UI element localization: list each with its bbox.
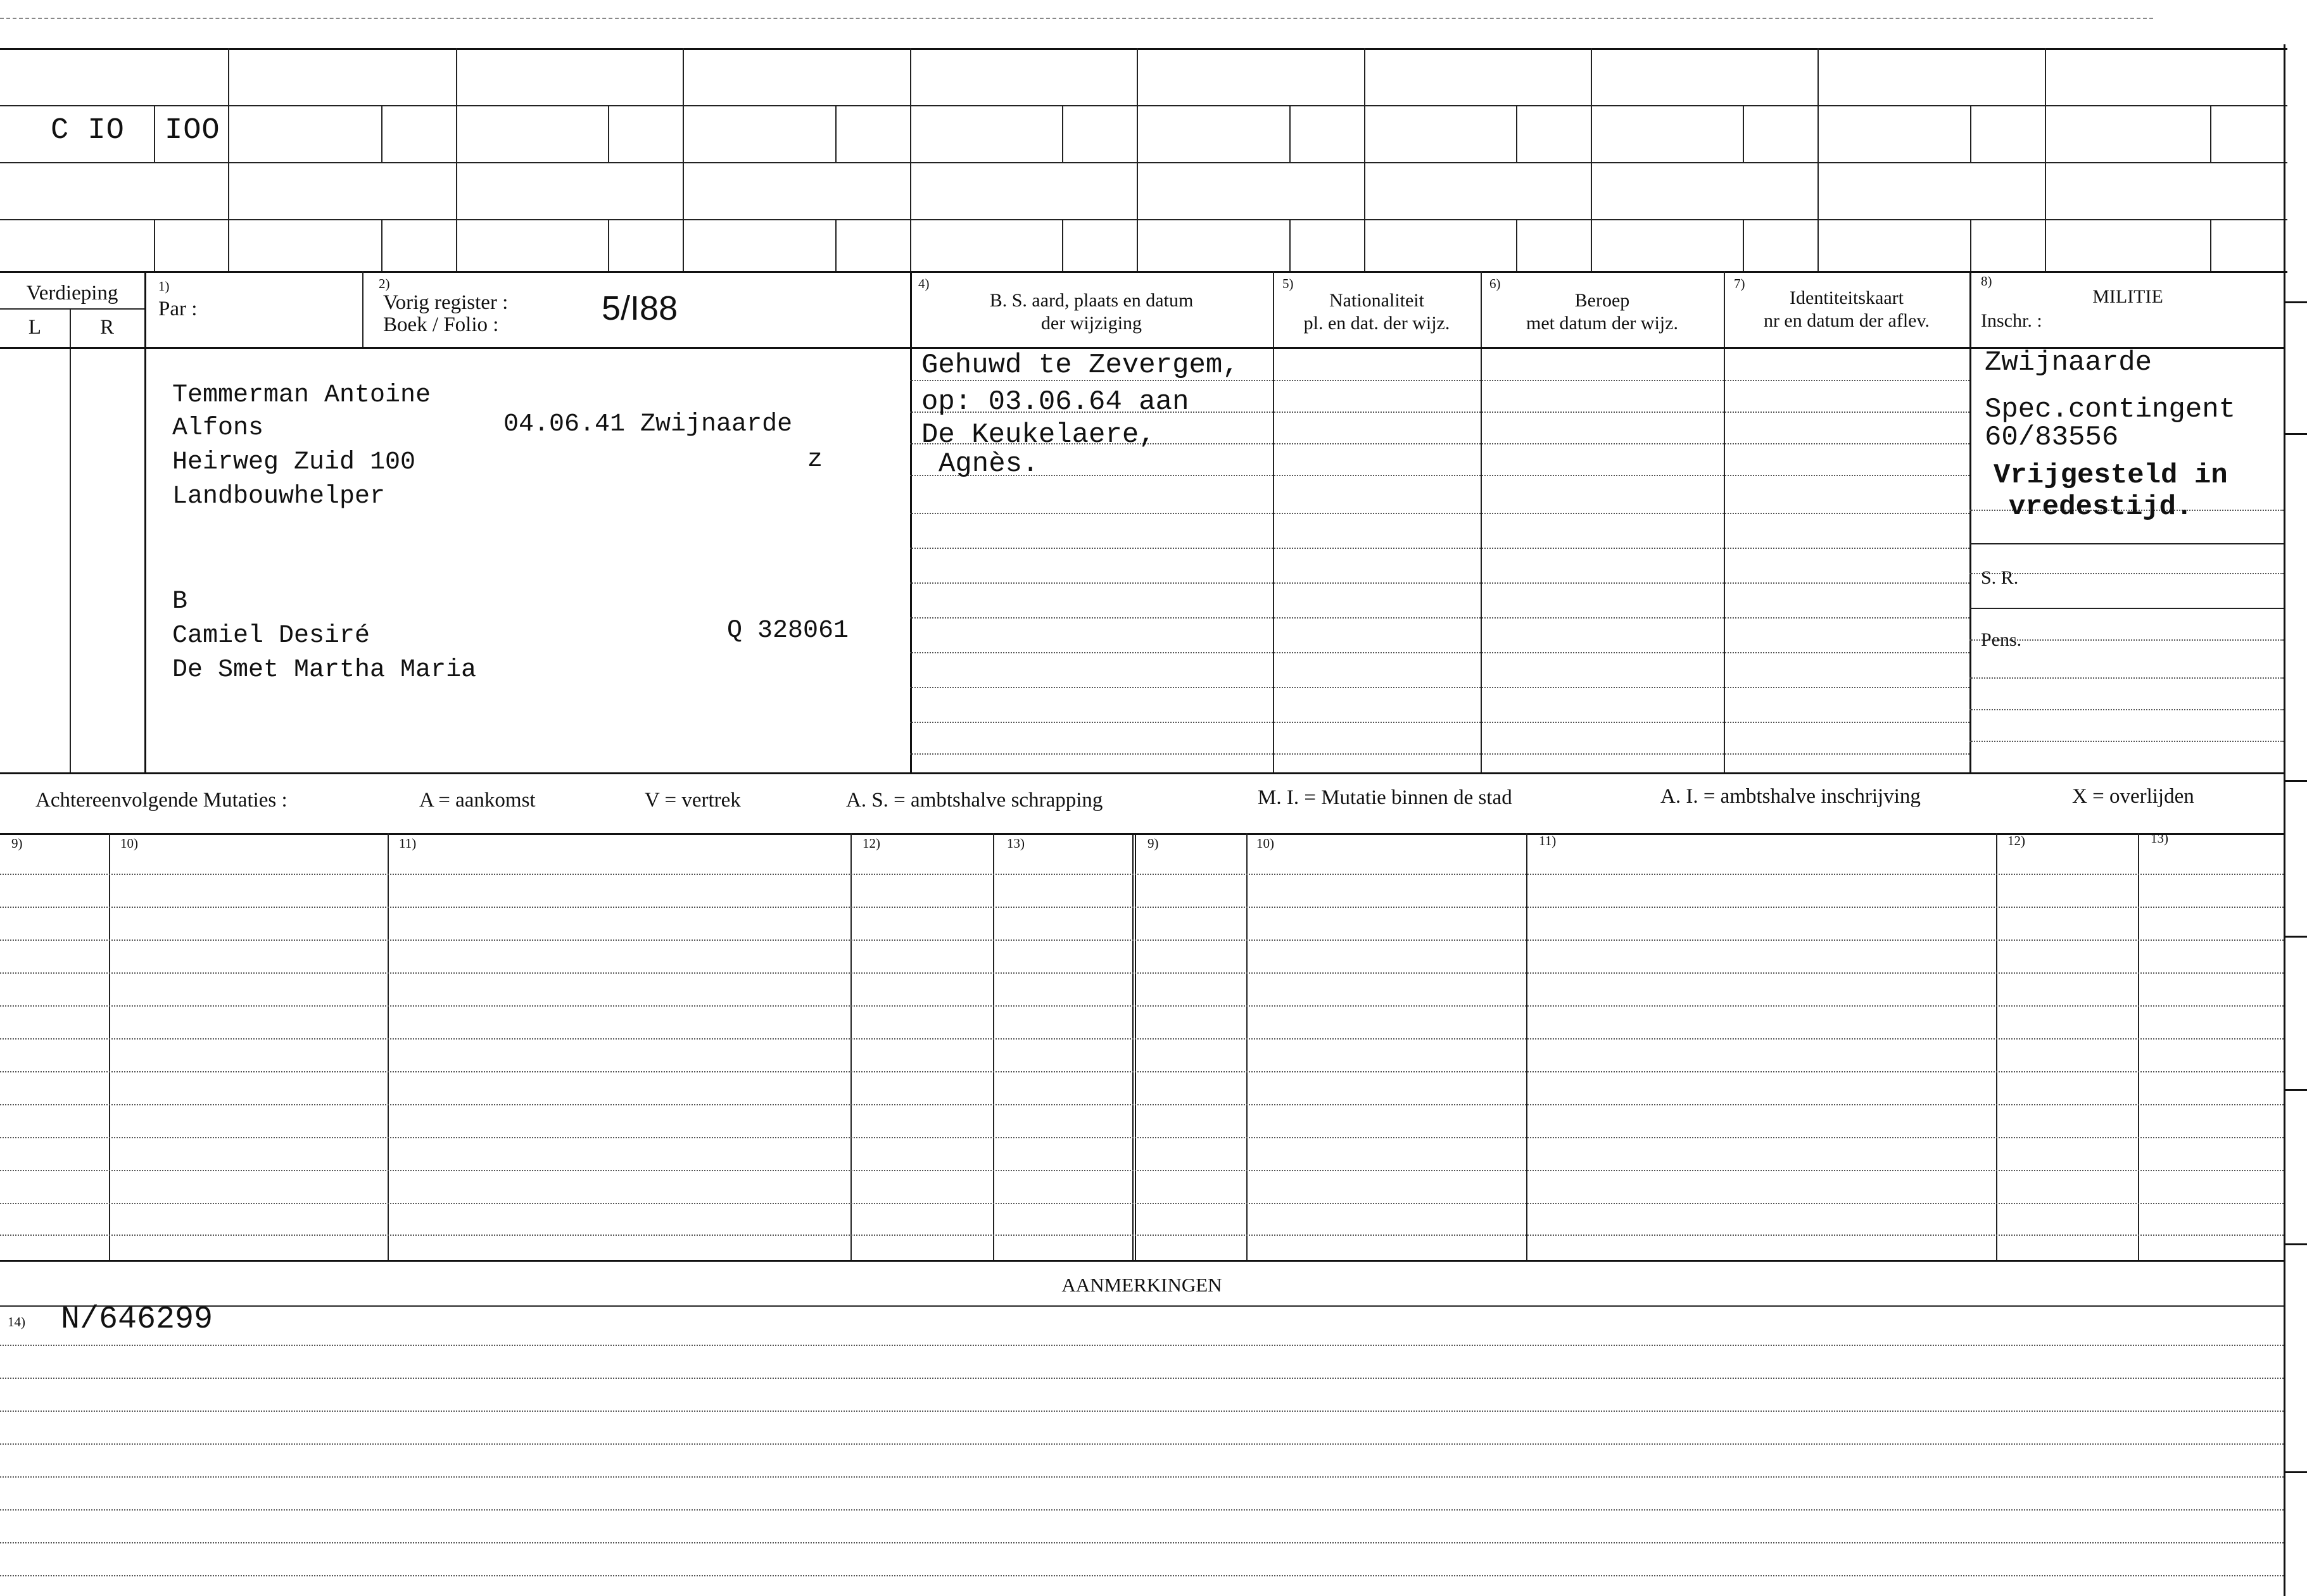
vorig-register-label: Vorig register :: [383, 291, 509, 314]
militie-number: 8): [1981, 273, 1992, 289]
legend-x: X = overlijden: [2072, 785, 2194, 808]
father-name: Camiel Desiré: [172, 622, 370, 650]
legend-a: A = aankomst: [419, 789, 536, 812]
id-number: 7): [1734, 276, 1745, 291]
col-12-right: 12): [2007, 833, 2025, 848]
militia-sr: S. R.: [1981, 567, 2019, 588]
col-9-right: 9): [1147, 836, 1159, 851]
beroep-number: 6): [1489, 276, 1501, 291]
militia-inschr-value: Zwijnaarde: [1985, 347, 2152, 379]
relation-letter: B: [172, 588, 188, 616]
birth-date-place: 04.06.41 Zwijnaarde: [503, 410, 793, 439]
par-number: 1): [158, 279, 170, 294]
vorig-number: 2): [379, 276, 390, 291]
person-given-name: Alfons: [172, 414, 264, 443]
left-label: L: [28, 316, 42, 339]
register-number: IOO: [165, 114, 220, 148]
militia-number: 60/83556: [1985, 422, 2119, 453]
civil-status-line-2: op: 03.06.64 aan: [921, 386, 1189, 418]
inschr-label: Inschr. :: [1981, 310, 2042, 331]
legend-as: A. S. = ambtshalve schrapping: [846, 789, 1103, 812]
marker-z: z: [807, 446, 823, 474]
militia-vrij-1: Vrijgesteld in: [1994, 460, 2228, 491]
register-code: C IO: [51, 114, 125, 148]
col-10-right: 10): [1256, 836, 1274, 851]
par-label: Par :: [158, 298, 198, 320]
civil-status-line-4: Agnès.: [939, 448, 1039, 480]
col-13-right: 13): [2151, 831, 2168, 846]
col-9-left: 9): [11, 836, 23, 851]
legend-title: Achtereenvolgende Mutaties :: [35, 789, 288, 812]
beroep-label-2: met datum der wijz.: [1526, 313, 1678, 334]
militia-vrij-2: vredestijd.: [2009, 491, 2193, 523]
remarks-title: AANMERKINGEN: [1061, 1274, 1222, 1296]
nat-label-2: pl. en dat. der wijz.: [1303, 313, 1450, 334]
person-name: Temmerman Antoine: [172, 381, 431, 410]
id-label-1: Identiteitskaart: [1790, 287, 1904, 308]
bs-number: 4): [918, 276, 930, 291]
bs-label-1: B. S. aard, plaats en datum: [989, 290, 1194, 311]
occupation: Landbouwhelper: [172, 482, 386, 511]
col-12-left: 12): [863, 836, 880, 851]
civil-status-line-1: Gehuwd te Zevergem,: [921, 349, 1239, 381]
militia-spec: Spec.contingent: [1985, 394, 2236, 425]
id-code: Q 328061: [727, 617, 849, 645]
col-10-left: 10): [120, 836, 138, 851]
bs-label-2: der wijziging: [1040, 313, 1142, 334]
id-label-2: nr en datum der aflev.: [1763, 310, 1930, 331]
legend-v: V = vertrek: [645, 789, 741, 812]
verdieping-label: Verdieping: [26, 282, 118, 305]
right-label: R: [99, 316, 114, 339]
civil-status-line-3: De Keukelaere,: [921, 419, 1156, 451]
boek-folio-value: 5/I88: [602, 289, 678, 327]
nat-number: 5): [1282, 276, 1294, 291]
mother-name: De Smet Martha Maria: [172, 656, 477, 684]
boek-folio-label: Boek / Folio :: [383, 313, 499, 336]
nat-label-1: Nationaliteit: [1329, 290, 1424, 311]
beroep-label-1: Beroep: [1574, 290, 1630, 311]
address: Heirweg Zuid 100: [172, 448, 416, 477]
legend-mi: M. I. = Mutatie binnen de stad: [1258, 786, 1512, 809]
col-13-left: 13): [1007, 836, 1025, 851]
col-11-right: 11): [1539, 833, 1557, 848]
remarks-number: 14): [8, 1314, 25, 1329]
legend-ai: A. I. = ambtshalve inschrijving: [1660, 785, 1921, 808]
remarks-value: N/646299: [61, 1302, 213, 1338]
col-11-left: 11): [399, 836, 417, 851]
militia-pens: Pens.: [1981, 629, 2022, 650]
militie-label: MILITIE: [2092, 286, 2163, 307]
